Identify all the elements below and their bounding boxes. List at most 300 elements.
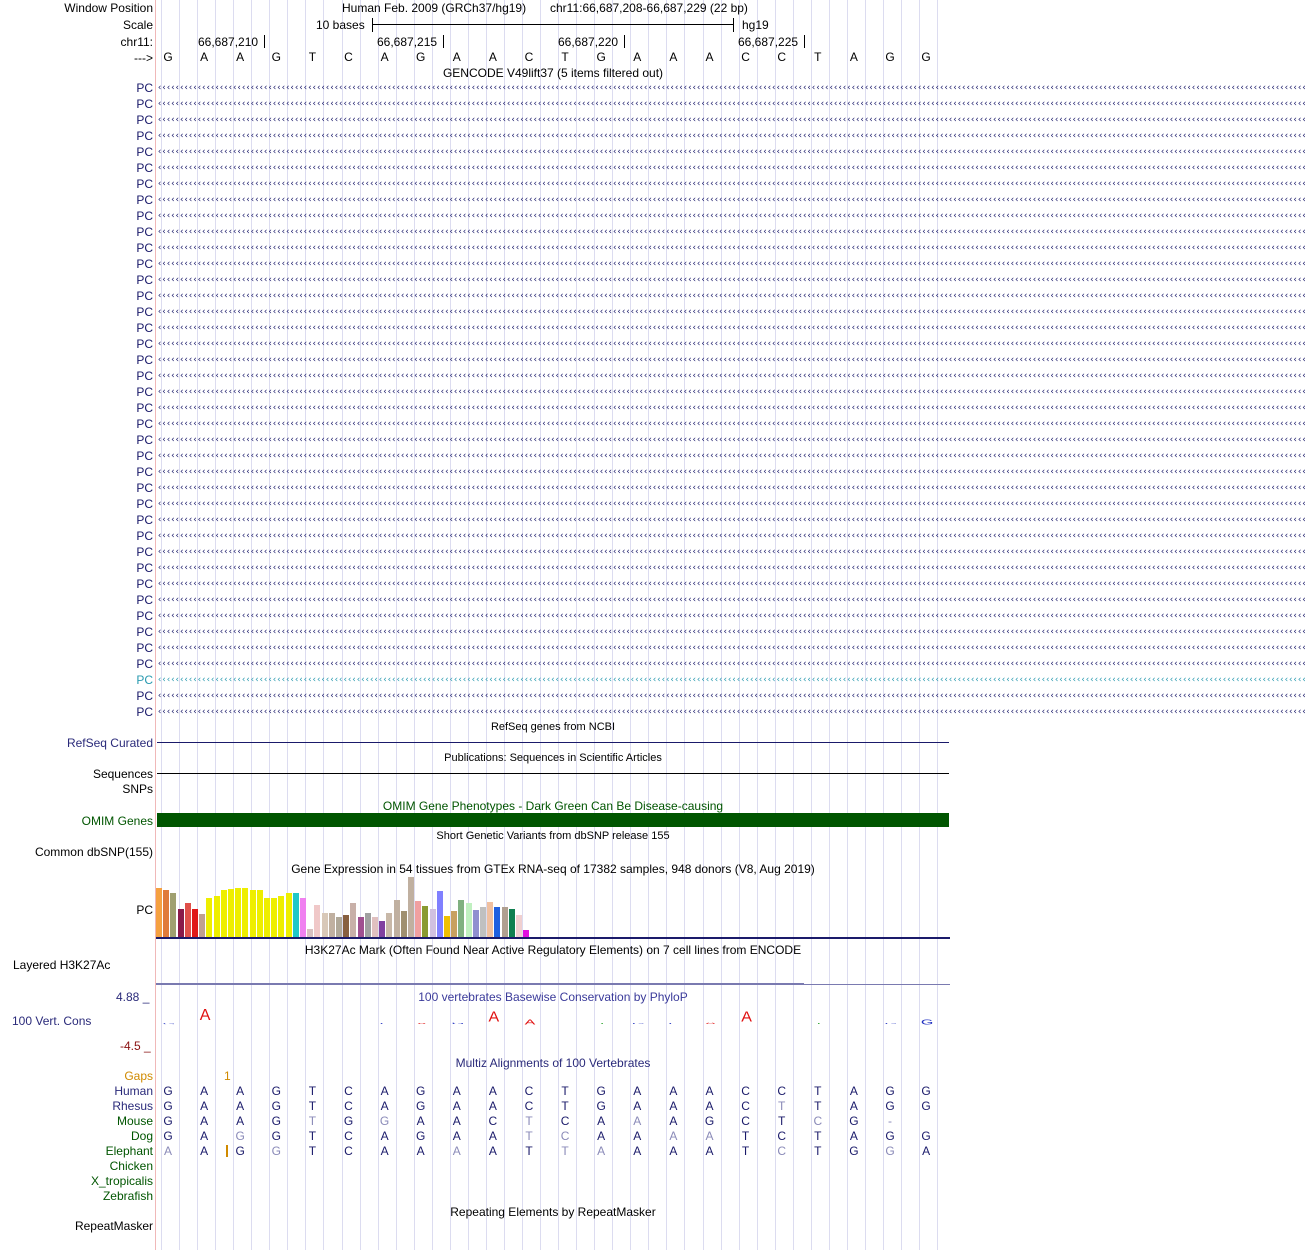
gtex-tissue-bar[interactable] (372, 917, 378, 938)
h3k27ac-signal-tail[interactable] (804, 984, 950, 985)
omim-track-title: OMIM Gene Phenotypes - Dark Green Can Be Disease-causing (382, 799, 724, 813)
gtex-tissue-bar[interactable] (444, 916, 450, 938)
gencode-item-label[interactable]: PC (136, 209, 153, 223)
aligned-base: C (344, 1129, 353, 1143)
gencode-transcript[interactable]: ‹‹‹‹‹‹‹‹‹‹‹‹‹‹‹‹‹‹‹‹‹‹‹‹‹‹‹‹‹‹‹‹‹‹‹‹‹‹‹‹‹‹‹‹‹‹‹‹‹‹‹‹‹‹‹‹‹‹‹‹‹‹‹‹‹‹‹‹‹‹‹‹‹‹‹‹‹‹‹‹‹‹‹‹‹‹‹‹‹‹‹‹‹‹‹‹‹‹‹‹‹‹‹‹‹‹‹‹‹‹‹‹‹‹‹‹‹‹‹‹‹‹‹‹‹‹‹‹‹‹‹‹‹‹‹‹‹‹‹‹‹‹‹‹‹‹‹‹‹‹‹‹‹‹‹‹‹‹‹‹‹‹‹‹‹‹‹‹‹‹‹‹‹‹‹‹‹‹‹‹‹‹‹‹‹‹‹‹‹‹‹‹‹‹‹‹‹‹‹‹‹‹‹‹‹‹‹‹‹‹‹‹‹‹‹‹‹‹‹‹‹‹‹‹‹‹‹‹‹‹‹‹‹‹‹‹‹‹‹‹‹‹‹‹‹‹‹‹‹‹‹‹‹‹‹‹‹‹‹‹ (157, 291, 1306, 301)
base-letter: A (236, 50, 245, 64)
aligned-base: A (200, 1114, 209, 1128)
gencode-transcript[interactable]: ‹‹‹‹‹‹‹‹‹‹‹‹‹‹‹‹‹‹‹‹‹‹‹‹‹‹‹‹‹‹‹‹‹‹‹‹‹‹‹‹‹‹‹‹‹‹‹‹‹‹‹‹‹‹‹‹‹‹‹‹‹‹‹‹‹‹‹‹‹‹‹‹‹‹‹‹‹‹‹‹‹‹‹‹‹‹‹‹‹‹‹‹‹‹‹‹‹‹‹‹‹‹‹‹‹‹‹‹‹‹‹‹‹‹‹‹‹‹‹‹‹‹‹‹‹‹‹‹‹‹‹‹‹‹‹‹‹‹‹‹‹‹‹‹‹‹‹‹‹‹‹‹‹‹‹‹‹‹‹‹‹‹‹‹‹‹‹‹‹‹‹‹‹‹‹‹‹‹‹‹‹‹‹‹‹‹‹‹‹‹‹‹‹‹‹‹‹‹‹‹‹‹‹‹‹‹‹‹‹‹‹‹‹‹‹‹‹‹‹‹‹‹‹‹‹‹‹‹‹‹‹‹‹‹‹‹‹‹‹‹‹‹‹‹‹‹‹‹‹‹‹‹‹‹‹‹‹‹‹‹ (157, 339, 1306, 349)
gencode-item-label[interactable]: PC (136, 81, 153, 95)
aligned-base: A (200, 1129, 209, 1143)
aligned-base: G (885, 1099, 895, 1113)
phylop-base-glyph (407, 1023, 437, 1024)
gtex-tissue-bar[interactable] (350, 903, 356, 938)
aligned-base: A (669, 1114, 678, 1128)
aligned-base: C (741, 1099, 750, 1113)
gtex-tissue-bar[interactable] (473, 910, 479, 938)
species-label[interactable]: Elephant (105, 1144, 153, 1158)
gtex-tissue-bar[interactable] (430, 909, 436, 938)
gencode-transcript[interactable]: ‹‹‹‹‹‹‹‹‹‹‹‹‹‹‹‹‹‹‹‹‹‹‹‹‹‹‹‹‹‹‹‹‹‹‹‹‹‹‹‹‹‹‹‹‹‹‹‹‹‹‹‹‹‹‹‹‹‹‹‹‹‹‹‹‹‹‹‹‹‹‹‹‹‹‹‹‹‹‹‹‹‹‹‹‹‹‹‹‹‹‹‹‹‹‹‹‹‹‹‹‹‹‹‹‹‹‹‹‹‹‹‹‹‹‹‹‹‹‹‹‹‹‹‹‹‹‹‹‹‹‹‹‹‹‹‹‹‹‹‹‹‹‹‹‹‹‹‹‹‹‹‹‹‹‹‹‹‹‹‹‹‹‹‹‹‹‹‹‹‹‹‹‹‹‹‹‹‹‹‹‹‹‹‹‹‹‹‹‹‹‹‹‹‹‹‹‹‹‹‹‹‹‹‹‹‹‹‹‹‹‹‹‹‹‹‹‹‹‹‹‹‹‹‹‹‹‹‹‹‹‹‹‹‹‹‹‹‹‹‹‹‹‹‹‹‹‹‹‹‹‹‹‹‹‹‹‹‹‹‹ (157, 115, 1306, 125)
scale-label: Scale (122, 18, 153, 32)
coordinate-tick (443, 35, 444, 48)
h3k27ac-signal[interactable] (156, 983, 804, 985)
gtex-tissue-bar[interactable] (178, 909, 184, 938)
gencode-transcript[interactable]: ‹‹‹‹‹‹‹‹‹‹‹‹‹‹‹‹‹‹‹‹‹‹‹‹‹‹‹‹‹‹‹‹‹‹‹‹‹‹‹‹‹‹‹‹‹‹‹‹‹‹‹‹‹‹‹‹‹‹‹‹‹‹‹‹‹‹‹‹‹‹‹‹‹‹‹‹‹‹‹‹‹‹‹‹‹‹‹‹‹‹‹‹‹‹‹‹‹‹‹‹‹‹‹‹‹‹‹‹‹‹‹‹‹‹‹‹‹‹‹‹‹‹‹‹‹‹‹‹‹‹‹‹‹‹‹‹‹‹‹‹‹‹‹‹‹‹‹‹‹‹‹‹‹‹‹‹‹‹‹‹‹‹‹‹‹‹‹‹‹‹‹‹‹‹‹‹‹‹‹‹‹‹‹‹‹‹‹‹‹‹‹‹‹‹‹‹‹‹‹‹‹‹‹‹‹‹‹‹‹‹‹‹‹‹‹‹‹‹‹‹‹‹‹‹‹‹‹‹‹‹‹‹‹‹‹‹‹‹‹‹‹‹‹‹‹‹‹‹‹‹‹‹‹‹‹‹‹‹‹‹ (157, 467, 1306, 477)
phylop-base-glyph (876, 1023, 906, 1024)
gencode-item-label[interactable]: PC (136, 705, 153, 719)
phylop-base-glyph (587, 1023, 617, 1024)
gencode-transcript[interactable]: ‹‹‹‹‹‹‹‹‹‹‹‹‹‹‹‹‹‹‹‹‹‹‹‹‹‹‹‹‹‹‹‹‹‹‹‹‹‹‹‹‹‹‹‹‹‹‹‹‹‹‹‹‹‹‹‹‹‹‹‹‹‹‹‹‹‹‹‹‹‹‹‹‹‹‹‹‹‹‹‹‹‹‹‹‹‹‹‹‹‹‹‹‹‹‹‹‹‹‹‹‹‹‹‹‹‹‹‹‹‹‹‹‹‹‹‹‹‹‹‹‹‹‹‹‹‹‹‹‹‹‹‹‹‹‹‹‹‹‹‹‹‹‹‹‹‹‹‹‹‹‹‹‹‹‹‹‹‹‹‹‹‹‹‹‹‹‹‹‹‹‹‹‹‹‹‹‹‹‹‹‹‹‹‹‹‹‹‹‹‹‹‹‹‹‹‹‹‹‹‹‹‹‹‹‹‹‹‹‹‹‹‹‹‹‹‹‹‹‹‹‹‹‹‹‹‹‹‹‹‹‹‹‹‹‹‹‹‹‹‹‹‹‹‹‹‹‹‹‹‹‹‹‹‹‹‹‹‹‹‹ (157, 675, 1306, 685)
gencode-transcript[interactable]: ‹‹‹‹‹‹‹‹‹‹‹‹‹‹‹‹‹‹‹‹‹‹‹‹‹‹‹‹‹‹‹‹‹‹‹‹‹‹‹‹‹‹‹‹‹‹‹‹‹‹‹‹‹‹‹‹‹‹‹‹‹‹‹‹‹‹‹‹‹‹‹‹‹‹‹‹‹‹‹‹‹‹‹‹‹‹‹‹‹‹‹‹‹‹‹‹‹‹‹‹‹‹‹‹‹‹‹‹‹‹‹‹‹‹‹‹‹‹‹‹‹‹‹‹‹‹‹‹‹‹‹‹‹‹‹‹‹‹‹‹‹‹‹‹‹‹‹‹‹‹‹‹‹‹‹‹‹‹‹‹‹‹‹‹‹‹‹‹‹‹‹‹‹‹‹‹‹‹‹‹‹‹‹‹‹‹‹‹‹‹‹‹‹‹‹‹‹‹‹‹‹‹‹‹‹‹‹‹‹‹‹‹‹‹‹‹‹‹‹‹‹‹‹‹‹‹‹‹‹‹‹‹‹‹‹‹‹‹‹‹‹‹‹‹‹‹‹‹‹‹‹‹‹‹‹‹‹‹‹‹ (157, 547, 1306, 557)
gencode-item-label[interactable]: PC (136, 321, 153, 335)
gencode-item-label[interactable]: PC (136, 177, 153, 191)
base-letter: C (344, 50, 353, 64)
aligned-base: A (849, 1084, 858, 1098)
base-letter: G (596, 50, 606, 64)
species-label[interactable]: Zebrafish (102, 1189, 153, 1203)
gaps-label[interactable]: Gaps (124, 1069, 153, 1083)
aligned-base: A (633, 1144, 642, 1158)
aligned-base: A (669, 1129, 678, 1143)
aligned-base: T (561, 1084, 569, 1098)
gencode-transcript[interactable]: ‹‹‹‹‹‹‹‹‹‹‹‹‹‹‹‹‹‹‹‹‹‹‹‹‹‹‹‹‹‹‹‹‹‹‹‹‹‹‹‹‹‹‹‹‹‹‹‹‹‹‹‹‹‹‹‹‹‹‹‹‹‹‹‹‹‹‹‹‹‹‹‹‹‹‹‹‹‹‹‹‹‹‹‹‹‹‹‹‹‹‹‹‹‹‹‹‹‹‹‹‹‹‹‹‹‹‹‹‹‹‹‹‹‹‹‹‹‹‹‹‹‹‹‹‹‹‹‹‹‹‹‹‹‹‹‹‹‹‹‹‹‹‹‹‹‹‹‹‹‹‹‹‹‹‹‹‹‹‹‹‹‹‹‹‹‹‹‹‹‹‹‹‹‹‹‹‹‹‹‹‹‹‹‹‹‹‹‹‹‹‹‹‹‹‹‹‹‹‹‹‹‹‹‹‹‹‹‹‹‹‹‹‹‹‹‹‹‹‹‹‹‹‹‹‹‹‹‹‹‹‹‹‹‹‹‹‹‹‹‹‹‹‹‹‹‹‹‹‹‹‹‹‹‹‹‹‹‹‹‹ (157, 243, 1306, 253)
aligned-base: T (814, 1099, 822, 1113)
aligned-base: A (236, 1099, 245, 1113)
gtex-tissue-bar[interactable] (379, 921, 385, 938)
gencode-transcript[interactable]: ‹‹‹‹‹‹‹‹‹‹‹‹‹‹‹‹‹‹‹‹‹‹‹‹‹‹‹‹‹‹‹‹‹‹‹‹‹‹‹‹‹‹‹‹‹‹‹‹‹‹‹‹‹‹‹‹‹‹‹‹‹‹‹‹‹‹‹‹‹‹‹‹‹‹‹‹‹‹‹‹‹‹‹‹‹‹‹‹‹‹‹‹‹‹‹‹‹‹‹‹‹‹‹‹‹‹‹‹‹‹‹‹‹‹‹‹‹‹‹‹‹‹‹‹‹‹‹‹‹‹‹‹‹‹‹‹‹‹‹‹‹‹‹‹‹‹‹‹‹‹‹‹‹‹‹‹‹‹‹‹‹‹‹‹‹‹‹‹‹‹‹‹‹‹‹‹‹‹‹‹‹‹‹‹‹‹‹‹‹‹‹‹‹‹‹‹‹‹‹‹‹‹‹‹‹‹‹‹‹‹‹‹‹‹‹‹‹‹‹‹‹‹‹‹‹‹‹‹‹‹‹‹‹‹‹‹‹‹‹‹‹‹‹‹‹‹‹‹‹‹‹‹‹‹‹‹‹‹‹‹ (157, 515, 1306, 525)
aligned-base: C (488, 1114, 498, 1128)
gencode-transcript[interactable]: ‹‹‹‹‹‹‹‹‹‹‹‹‹‹‹‹‹‹‹‹‹‹‹‹‹‹‹‹‹‹‹‹‹‹‹‹‹‹‹‹‹‹‹‹‹‹‹‹‹‹‹‹‹‹‹‹‹‹‹‹‹‹‹‹‹‹‹‹‹‹‹‹‹‹‹‹‹‹‹‹‹‹‹‹‹‹‹‹‹‹‹‹‹‹‹‹‹‹‹‹‹‹‹‹‹‹‹‹‹‹‹‹‹‹‹‹‹‹‹‹‹‹‹‹‹‹‹‹‹‹‹‹‹‹‹‹‹‹‹‹‹‹‹‹‹‹‹‹‹‹‹‹‹‹‹‹‹‹‹‹‹‹‹‹‹‹‹‹‹‹‹‹‹‹‹‹‹‹‹‹‹‹‹‹‹‹‹‹‹‹‹‹‹‹‹‹‹‹‹‹‹‹‹‹‹‹‹‹‹‹‹‹‹‹‹‹‹‹‹‹‹‹‹‹‹‹‹‹‹‹‹‹‹‹‹‹‹‹‹‹‹‹‹‹‹‹‹‹‹‹‹‹‹‹‹‹‹‹‹‹ (157, 707, 1306, 717)
species-label[interactable]: Dog (130, 1129, 153, 1143)
gencode-transcript[interactable]: ‹‹‹‹‹‹‹‹‹‹‹‹‹‹‹‹‹‹‹‹‹‹‹‹‹‹‹‹‹‹‹‹‹‹‹‹‹‹‹‹‹‹‹‹‹‹‹‹‹‹‹‹‹‹‹‹‹‹‹‹‹‹‹‹‹‹‹‹‹‹‹‹‹‹‹‹‹‹‹‹‹‹‹‹‹‹‹‹‹‹‹‹‹‹‹‹‹‹‹‹‹‹‹‹‹‹‹‹‹‹‹‹‹‹‹‹‹‹‹‹‹‹‹‹‹‹‹‹‹‹‹‹‹‹‹‹‹‹‹‹‹‹‹‹‹‹‹‹‹‹‹‹‹‹‹‹‹‹‹‹‹‹‹‹‹‹‹‹‹‹‹‹‹‹‹‹‹‹‹‹‹‹‹‹‹‹‹‹‹‹‹‹‹‹‹‹‹‹‹‹‹‹‹‹‹‹‹‹‹‹‹‹‹‹‹‹‹‹‹‹‹‹‹‹‹‹‹‹‹‹‹‹‹‹‹‹‹‹‹‹‹‹‹‹‹‹‹‹‹‹‹‹‹‹‹‹‹‹‹‹ (157, 403, 1306, 413)
aligned-base: C (777, 1084, 787, 1098)
gtex-tissue-bar[interactable] (415, 901, 421, 938)
gencode-transcript[interactable]: ‹‹‹‹‹‹‹‹‹‹‹‹‹‹‹‹‹‹‹‹‹‹‹‹‹‹‹‹‹‹‹‹‹‹‹‹‹‹‹‹‹‹‹‹‹‹‹‹‹‹‹‹‹‹‹‹‹‹‹‹‹‹‹‹‹‹‹‹‹‹‹‹‹‹‹‹‹‹‹‹‹‹‹‹‹‹‹‹‹‹‹‹‹‹‹‹‹‹‹‹‹‹‹‹‹‹‹‹‹‹‹‹‹‹‹‹‹‹‹‹‹‹‹‹‹‹‹‹‹‹‹‹‹‹‹‹‹‹‹‹‹‹‹‹‹‹‹‹‹‹‹‹‹‹‹‹‹‹‹‹‹‹‹‹‹‹‹‹‹‹‹‹‹‹‹‹‹‹‹‹‹‹‹‹‹‹‹‹‹‹‹‹‹‹‹‹‹‹‹‹‹‹‹‹‹‹‹‹‹‹‹‹‹‹‹‹‹‹‹‹‹‹‹‹‹‹‹‹‹‹‹‹‹‹‹‹‹‹‹‹‹‹‹‹‹‹‹‹‹‹‹‹‹‹‹‹‹‹‹‹ (157, 323, 1306, 333)
aligned-base: C (777, 1144, 787, 1158)
aligned-base: G (596, 1084, 606, 1098)
aligned-base: A (705, 1129, 714, 1143)
gtex-tissue-bar[interactable] (250, 890, 256, 938)
gtex-tissue-bar[interactable] (278, 896, 284, 938)
aligned-base: A (597, 1144, 606, 1158)
gencode-transcript[interactable]: ‹‹‹‹‹‹‹‹‹‹‹‹‹‹‹‹‹‹‹‹‹‹‹‹‹‹‹‹‹‹‹‹‹‹‹‹‹‹‹‹‹‹‹‹‹‹‹‹‹‹‹‹‹‹‹‹‹‹‹‹‹‹‹‹‹‹‹‹‹‹‹‹‹‹‹‹‹‹‹‹‹‹‹‹‹‹‹‹‹‹‹‹‹‹‹‹‹‹‹‹‹‹‹‹‹‹‹‹‹‹‹‹‹‹‹‹‹‹‹‹‹‹‹‹‹‹‹‹‹‹‹‹‹‹‹‹‹‹‹‹‹‹‹‹‹‹‹‹‹‹‹‹‹‹‹‹‹‹‹‹‹‹‹‹‹‹‹‹‹‹‹‹‹‹‹‹‹‹‹‹‹‹‹‹‹‹‹‹‹‹‹‹‹‹‹‹‹‹‹‹‹‹‹‹‹‹‹‹‹‹‹‹‹‹‹‹‹‹‹‹‹‹‹‹‹‹‹‹‹‹‹‹‹‹‹‹‹‹‹‹‹‹‹‹‹‹‹‹‹‹‹‹‹‹‹‹‹‹‹‹ (157, 179, 1306, 189)
aligned-base: T (308, 1144, 317, 1158)
refseq-track-title: RefSeq genes from NCBI (490, 721, 616, 733)
gtex-tissue-bar[interactable] (516, 915, 522, 938)
coordinate-tick-label: 66,687,210 (198, 35, 259, 49)
gencode-item-label[interactable]: PC (136, 129, 153, 143)
gencode-transcript[interactable]: ‹‹‹‹‹‹‹‹‹‹‹‹‹‹‹‹‹‹‹‹‹‹‹‹‹‹‹‹‹‹‹‹‹‹‹‹‹‹‹‹‹‹‹‹‹‹‹‹‹‹‹‹‹‹‹‹‹‹‹‹‹‹‹‹‹‹‹‹‹‹‹‹‹‹‹‹‹‹‹‹‹‹‹‹‹‹‹‹‹‹‹‹‹‹‹‹‹‹‹‹‹‹‹‹‹‹‹‹‹‹‹‹‹‹‹‹‹‹‹‹‹‹‹‹‹‹‹‹‹‹‹‹‹‹‹‹‹‹‹‹‹‹‹‹‹‹‹‹‹‹‹‹‹‹‹‹‹‹‹‹‹‹‹‹‹‹‹‹‹‹‹‹‹‹‹‹‹‹‹‹‹‹‹‹‹‹‹‹‹‹‹‹‹‹‹‹‹‹‹‹‹‹‹‹‹‹‹‹‹‹‹‹‹‹‹‹‹‹‹‹‹‹‹‹‹‹‹‹‹‹‹‹‹‹‹‹‹‹‹‹‹‹‹‹‹‹‹‹‹‹‹‹‹‹‹‹‹‹‹‹ (157, 563, 1306, 573)
base-letter: A (633, 50, 642, 64)
h3k27ac-label[interactable]: Layered H3K27Ac (13, 958, 111, 972)
base-letter: A (849, 50, 858, 64)
window-position-label: Window Position (64, 1, 153, 15)
aligned-base: T (778, 1114, 786, 1128)
gtex-tissue-bar[interactable] (343, 915, 349, 938)
aligned-base: A (488, 1129, 497, 1143)
gencode-item-label[interactable]: PC (136, 529, 153, 543)
aligned-base: A (633, 1114, 642, 1128)
aligned-base: T (741, 1129, 750, 1143)
aligned-base: G (885, 1084, 895, 1098)
gencode-item-label[interactable]: PC (136, 689, 153, 703)
aligned-base: A (380, 1084, 389, 1098)
gencode-item-label[interactable]: PC (136, 369, 153, 383)
aligned-base: - (888, 1114, 892, 1128)
base-letter: T (308, 50, 317, 64)
gencode-item-label[interactable]: PC (136, 593, 153, 607)
coordinate-tick (624, 35, 625, 48)
gencode-item-label[interactable]: PC (136, 497, 153, 511)
aligned-base: A (380, 1144, 389, 1158)
aligned-base: T (778, 1099, 786, 1113)
aligned-base: A (488, 1144, 497, 1158)
aligned-base: A (416, 1144, 425, 1158)
aligned-base: G (271, 1129, 281, 1143)
gencode-item-label[interactable]: PC (136, 561, 153, 575)
omim-bar[interactable] (157, 813, 949, 827)
gencode-transcript[interactable]: ‹‹‹‹‹‹‹‹‹‹‹‹‹‹‹‹‹‹‹‹‹‹‹‹‹‹‹‹‹‹‹‹‹‹‹‹‹‹‹‹‹‹‹‹‹‹‹‹‹‹‹‹‹‹‹‹‹‹‹‹‹‹‹‹‹‹‹‹‹‹‹‹‹‹‹‹‹‹‹‹‹‹‹‹‹‹‹‹‹‹‹‹‹‹‹‹‹‹‹‹‹‹‹‹‹‹‹‹‹‹‹‹‹‹‹‹‹‹‹‹‹‹‹‹‹‹‹‹‹‹‹‹‹‹‹‹‹‹‹‹‹‹‹‹‹‹‹‹‹‹‹‹‹‹‹‹‹‹‹‹‹‹‹‹‹‹‹‹‹‹‹‹‹‹‹‹‹‹‹‹‹‹‹‹‹‹‹‹‹‹‹‹‹‹‹‹‹‹‹‹‹‹‹‹‹‹‹‹‹‹‹‹‹‹‹‹‹‹‹‹‹‹‹‹‹‹‹‹‹‹‹‹‹‹‹‹‹‹‹‹‹‹‹‹‹‹‹‹‹‹‹‹‹‹‹‹‹‹‹‹ (157, 259, 1306, 269)
base-letter: A (200, 50, 209, 64)
aligned-base: A (452, 1144, 461, 1158)
gencode-transcript[interactable]: ‹‹‹‹‹‹‹‹‹‹‹‹‹‹‹‹‹‹‹‹‹‹‹‹‹‹‹‹‹‹‹‹‹‹‹‹‹‹‹‹‹‹‹‹‹‹‹‹‹‹‹‹‹‹‹‹‹‹‹‹‹‹‹‹‹‹‹‹‹‹‹‹‹‹‹‹‹‹‹‹‹‹‹‹‹‹‹‹‹‹‹‹‹‹‹‹‹‹‹‹‹‹‹‹‹‹‹‹‹‹‹‹‹‹‹‹‹‹‹‹‹‹‹‹‹‹‹‹‹‹‹‹‹‹‹‹‹‹‹‹‹‹‹‹‹‹‹‹‹‹‹‹‹‹‹‹‹‹‹‹‹‹‹‹‹‹‹‹‹‹‹‹‹‹‹‹‹‹‹‹‹‹‹‹‹‹‹‹‹‹‹‹‹‹‹‹‹‹‹‹‹‹‹‹‹‹‹‹‹‹‹‹‹‹‹‹‹‹‹‹‹‹‹‹‹‹‹‹‹‹‹‹‹‹‹‹‹‹‹‹‹‹‹‹‹‹‹‹‹‹‹‹‹‹‹‹‹‹‹‹ (157, 195, 1306, 205)
omim-label[interactable]: OMIM Genes (81, 814, 153, 828)
aligned-base: A (633, 1084, 642, 1098)
gencode-item-label[interactable]: PC (136, 289, 153, 303)
gencode-transcript[interactable]: ‹‹‹‹‹‹‹‹‹‹‹‹‹‹‹‹‹‹‹‹‹‹‹‹‹‹‹‹‹‹‹‹‹‹‹‹‹‹‹‹‹‹‹‹‹‹‹‹‹‹‹‹‹‹‹‹‹‹‹‹‹‹‹‹‹‹‹‹‹‹‹‹‹‹‹‹‹‹‹‹‹‹‹‹‹‹‹‹‹‹‹‹‹‹‹‹‹‹‹‹‹‹‹‹‹‹‹‹‹‹‹‹‹‹‹‹‹‹‹‹‹‹‹‹‹‹‹‹‹‹‹‹‹‹‹‹‹‹‹‹‹‹‹‹‹‹‹‹‹‹‹‹‹‹‹‹‹‹‹‹‹‹‹‹‹‹‹‹‹‹‹‹‹‹‹‹‹‹‹‹‹‹‹‹‹‹‹‹‹‹‹‹‹‹‹‹‹‹‹‹‹‹‹‹‹‹‹‹‹‹‹‹‹‹‹‹‹‹‹‹‹‹‹‹‹‹‹‹‹‹‹‹‹‹‹‹‹‹‹‹‹‹‹‹‹‹‹‹‹‹‹‹‹‹‹‹‹‹‹‹ (157, 643, 1306, 653)
phylop-base-glyph (623, 1023, 653, 1024)
dbsnp-label[interactable]: Common dbSNP(155) (34, 845, 153, 859)
snps-label[interactable]: SNPs (122, 782, 153, 796)
publications-track-title: Publications: Sequences in Scientific Articles (444, 752, 662, 764)
cons-max-label: 4.88 _ (116, 990, 150, 1004)
aligned-base: T (308, 1129, 317, 1143)
gencode-transcript[interactable]: ‹‹‹‹‹‹‹‹‹‹‹‹‹‹‹‹‹‹‹‹‹‹‹‹‹‹‹‹‹‹‹‹‹‹‹‹‹‹‹‹‹‹‹‹‹‹‹‹‹‹‹‹‹‹‹‹‹‹‹‹‹‹‹‹‹‹‹‹‹‹‹‹‹‹‹‹‹‹‹‹‹‹‹‹‹‹‹‹‹‹‹‹‹‹‹‹‹‹‹‹‹‹‹‹‹‹‹‹‹‹‹‹‹‹‹‹‹‹‹‹‹‹‹‹‹‹‹‹‹‹‹‹‹‹‹‹‹‹‹‹‹‹‹‹‹‹‹‹‹‹‹‹‹‹‹‹‹‹‹‹‹‹‹‹‹‹‹‹‹‹‹‹‹‹‹‹‹‹‹‹‹‹‹‹‹‹‹‹‹‹‹‹‹‹‹‹‹‹‹‹‹‹‹‹‹‹‹‹‹‹‹‹‹‹‹‹‹‹‹‹‹‹‹‹‹‹‹‹‹‹‹‹‹‹‹‹‹‹‹‹‹‹‹‹‹‹‹‹‹‹‹‹‹‹‹‹‹‹‹‹ (157, 483, 1306, 493)
species-label[interactable]: Rhesus (112, 1099, 153, 1113)
gencode-item-label[interactable]: PC (136, 417, 153, 431)
base-letter: C (777, 50, 787, 64)
gencode-transcript[interactable]: ‹‹‹‹‹‹‹‹‹‹‹‹‹‹‹‹‹‹‹‹‹‹‹‹‹‹‹‹‹‹‹‹‹‹‹‹‹‹‹‹‹‹‹‹‹‹‹‹‹‹‹‹‹‹‹‹‹‹‹‹‹‹‹‹‹‹‹‹‹‹‹‹‹‹‹‹‹‹‹‹‹‹‹‹‹‹‹‹‹‹‹‹‹‹‹‹‹‹‹‹‹‹‹‹‹‹‹‹‹‹‹‹‹‹‹‹‹‹‹‹‹‹‹‹‹‹‹‹‹‹‹‹‹‹‹‹‹‹‹‹‹‹‹‹‹‹‹‹‹‹‹‹‹‹‹‹‹‹‹‹‹‹‹‹‹‹‹‹‹‹‹‹‹‹‹‹‹‹‹‹‹‹‹‹‹‹‹‹‹‹‹‹‹‹‹‹‹‹‹‹‹‹‹‹‹‹‹‹‹‹‹‹‹‹‹‹‹‹‹‹‹‹‹‹‹‹‹‹‹‹‹‹‹‹‹‹‹‹‹‹‹‹‹‹‹‹‹‹‹‹‹‹‹‹‹‹‹‹‹‹ (157, 227, 1306, 237)
base-letter: G (921, 50, 931, 64)
aligned-base: A (597, 1114, 606, 1128)
gtex-tissue-bar[interactable] (365, 913, 371, 938)
gencode-transcript[interactable]: ‹‹‹‹‹‹‹‹‹‹‹‹‹‹‹‹‹‹‹‹‹‹‹‹‹‹‹‹‹‹‹‹‹‹‹‹‹‹‹‹‹‹‹‹‹‹‹‹‹‹‹‹‹‹‹‹‹‹‹‹‹‹‹‹‹‹‹‹‹‹‹‹‹‹‹‹‹‹‹‹‹‹‹‹‹‹‹‹‹‹‹‹‹‹‹‹‹‹‹‹‹‹‹‹‹‹‹‹‹‹‹‹‹‹‹‹‹‹‹‹‹‹‹‹‹‹‹‹‹‹‹‹‹‹‹‹‹‹‹‹‹‹‹‹‹‹‹‹‹‹‹‹‹‹‹‹‹‹‹‹‹‹‹‹‹‹‹‹‹‹‹‹‹‹‹‹‹‹‹‹‹‹‹‹‹‹‹‹‹‹‹‹‹‹‹‹‹‹‹‹‹‹‹‹‹‹‹‹‹‹‹‹‹‹‹‹‹‹‹‹‹‹‹‹‹‹‹‹‹‹‹‹‹‹‹‹‹‹‹‹‹‹‹‹‹‹‹‹‹‹‹‹‹‹‹‹‹‹‹‹ (157, 499, 1306, 509)
gtex-tissue-bar[interactable] (458, 900, 464, 938)
gencode-transcript[interactable]: ‹‹‹‹‹‹‹‹‹‹‹‹‹‹‹‹‹‹‹‹‹‹‹‹‹‹‹‹‹‹‹‹‹‹‹‹‹‹‹‹‹‹‹‹‹‹‹‹‹‹‹‹‹‹‹‹‹‹‹‹‹‹‹‹‹‹‹‹‹‹‹‹‹‹‹‹‹‹‹‹‹‹‹‹‹‹‹‹‹‹‹‹‹‹‹‹‹‹‹‹‹‹‹‹‹‹‹‹‹‹‹‹‹‹‹‹‹‹‹‹‹‹‹‹‹‹‹‹‹‹‹‹‹‹‹‹‹‹‹‹‹‹‹‹‹‹‹‹‹‹‹‹‹‹‹‹‹‹‹‹‹‹‹‹‹‹‹‹‹‹‹‹‹‹‹‹‹‹‹‹‹‹‹‹‹‹‹‹‹‹‹‹‹‹‹‹‹‹‹‹‹‹‹‹‹‹‹‹‹‹‹‹‹‹‹‹‹‹‹‹‹‹‹‹‹‹‹‹‹‹‹‹‹‹‹‹‹‹‹‹‹‹‹‹‹‹‹‹‹‹‹‹‹‹‹‹‹‹‹‹ (157, 531, 1306, 541)
aligned-base: G (596, 1099, 606, 1113)
gtex-tissue-bar[interactable] (336, 917, 342, 938)
gtex-tissue-bar[interactable] (451, 911, 457, 938)
coordinate-tick (264, 35, 265, 48)
h3k27ac-track-title: H3K27Ac Mark (Often Found Near Active Regulatory Elements) on 7 cell lines from ENCODE (304, 943, 802, 957)
gencode-transcript[interactable]: ‹‹‹‹‹‹‹‹‹‹‹‹‹‹‹‹‹‹‹‹‹‹‹‹‹‹‹‹‹‹‹‹‹‹‹‹‹‹‹‹‹‹‹‹‹‹‹‹‹‹‹‹‹‹‹‹‹‹‹‹‹‹‹‹‹‹‹‹‹‹‹‹‹‹‹‹‹‹‹‹‹‹‹‹‹‹‹‹‹‹‹‹‹‹‹‹‹‹‹‹‹‹‹‹‹‹‹‹‹‹‹‹‹‹‹‹‹‹‹‹‹‹‹‹‹‹‹‹‹‹‹‹‹‹‹‹‹‹‹‹‹‹‹‹‹‹‹‹‹‹‹‹‹‹‹‹‹‹‹‹‹‹‹‹‹‹‹‹‹‹‹‹‹‹‹‹‹‹‹‹‹‹‹‹‹‹‹‹‹‹‹‹‹‹‹‹‹‹‹‹‹‹‹‹‹‹‹‹‹‹‹‹‹‹‹‹‹‹‹‹‹‹‹‹‹‹‹‹‹‹‹‹‹‹‹‹‹‹‹‹‹‹‹‹‹‹‹‹‹‹‹‹‹‹‹‹‹‹‹‹ (157, 275, 1306, 285)
gtex-tissue-bar[interactable] (509, 909, 515, 938)
cons-min-label: -4.5 _ (120, 1039, 151, 1053)
gencode-item-label[interactable]: PC (136, 305, 153, 319)
gencode-track-title: GENCODE V49lift37 (5 items filtered out) (442, 66, 664, 80)
aligned-base: G (849, 1144, 859, 1158)
aligned-base: A (452, 1099, 461, 1113)
gtex-tissue-bar[interactable] (502, 907, 508, 938)
gtex-tissue-bar[interactable] (466, 903, 472, 938)
gencode-transcript[interactable]: ‹‹‹‹‹‹‹‹‹‹‹‹‹‹‹‹‹‹‹‹‹‹‹‹‹‹‹‹‹‹‹‹‹‹‹‹‹‹‹‹‹‹‹‹‹‹‹‹‹‹‹‹‹‹‹‹‹‹‹‹‹‹‹‹‹‹‹‹‹‹‹‹‹‹‹‹‹‹‹‹‹‹‹‹‹‹‹‹‹‹‹‹‹‹‹‹‹‹‹‹‹‹‹‹‹‹‹‹‹‹‹‹‹‹‹‹‹‹‹‹‹‹‹‹‹‹‹‹‹‹‹‹‹‹‹‹‹‹‹‹‹‹‹‹‹‹‹‹‹‹‹‹‹‹‹‹‹‹‹‹‹‹‹‹‹‹‹‹‹‹‹‹‹‹‹‹‹‹‹‹‹‹‹‹‹‹‹‹‹‹‹‹‹‹‹‹‹‹‹‹‹‹‹‹‹‹‹‹‹‹‹‹‹‹‹‹‹‹‹‹‹‹‹‹‹‹‹‹‹‹‹‹‹‹‹‹‹‹‹‹‹‹‹‹‹‹‹‹‹‹‹‹‹‹‹‹‹‹‹‹ (157, 627, 1306, 637)
aligned-base: G (416, 1084, 426, 1098)
phylop-base-glyph (696, 1023, 726, 1024)
aligned-base: G (704, 1114, 715, 1128)
aligned-base: A (633, 1099, 642, 1113)
aligned-base: G (235, 1129, 245, 1143)
base-letter: T (561, 50, 569, 64)
aligned-base: C (524, 1084, 534, 1098)
base-letter: G (163, 50, 173, 64)
gtex-tissue-bar[interactable] (487, 902, 493, 938)
gtex-tissue-bar[interactable] (170, 893, 176, 938)
gencode-transcript[interactable]: ‹‹‹‹‹‹‹‹‹‹‹‹‹‹‹‹‹‹‹‹‹‹‹‹‹‹‹‹‹‹‹‹‹‹‹‹‹‹‹‹‹‹‹‹‹‹‹‹‹‹‹‹‹‹‹‹‹‹‹‹‹‹‹‹‹‹‹‹‹‹‹‹‹‹‹‹‹‹‹‹‹‹‹‹‹‹‹‹‹‹‹‹‹‹‹‹‹‹‹‹‹‹‹‹‹‹‹‹‹‹‹‹‹‹‹‹‹‹‹‹‹‹‹‹‹‹‹‹‹‹‹‹‹‹‹‹‹‹‹‹‹‹‹‹‹‹‹‹‹‹‹‹‹‹‹‹‹‹‹‹‹‹‹‹‹‹‹‹‹‹‹‹‹‹‹‹‹‹‹‹‹‹‹‹‹‹‹‹‹‹‹‹‹‹‹‹‹‹‹‹‹‹‹‹‹‹‹‹‹‹‹‹‹‹‹‹‹‹‹‹‹‹‹‹‹‹‹‹‹‹‹‹‹‹‹‹‹‹‹‹‹‹‹‹‹‹‹‹‹‹‹‹‹‹‹‹‹‹‹‹ (157, 691, 1306, 701)
aligned-base: G (163, 1099, 173, 1113)
gencode-item-label[interactable]: PC (136, 465, 153, 479)
phylop-base-glyph: A (741, 1009, 752, 1025)
gtex-tissue-bar[interactable] (329, 913, 335, 938)
gencode-transcript[interactable]: ‹‹‹‹‹‹‹‹‹‹‹‹‹‹‹‹‹‹‹‹‹‹‹‹‹‹‹‹‹‹‹‹‹‹‹‹‹‹‹‹‹‹‹‹‹‹‹‹‹‹‹‹‹‹‹‹‹‹‹‹‹‹‹‹‹‹‹‹‹‹‹‹‹‹‹‹‹‹‹‹‹‹‹‹‹‹‹‹‹‹‹‹‹‹‹‹‹‹‹‹‹‹‹‹‹‹‹‹‹‹‹‹‹‹‹‹‹‹‹‹‹‹‹‹‹‹‹‹‹‹‹‹‹‹‹‹‹‹‹‹‹‹‹‹‹‹‹‹‹‹‹‹‹‹‹‹‹‹‹‹‹‹‹‹‹‹‹‹‹‹‹‹‹‹‹‹‹‹‹‹‹‹‹‹‹‹‹‹‹‹‹‹‹‹‹‹‹‹‹‹‹‹‹‹‹‹‹‹‹‹‹‹‹‹‹‹‹‹‹‹‹‹‹‹‹‹‹‹‹‹‹‹‹‹‹‹‹‹‹‹‹‹‹‹‹‹‹‹‹‹‹‹‹‹‹‹‹‹‹‹ (157, 579, 1306, 589)
aligned-base: C (560, 1114, 570, 1128)
gtex-tissue-bar[interactable] (494, 907, 500, 938)
dbsnp-track-title: Short Genetic Variants from dbSNP release 155 (436, 830, 670, 842)
aligned-base: A (452, 1084, 461, 1098)
gtex-tissue-bar[interactable] (300, 898, 306, 938)
gencode-transcript[interactable]: ‹‹‹‹‹‹‹‹‹‹‹‹‹‹‹‹‹‹‹‹‹‹‹‹‹‹‹‹‹‹‹‹‹‹‹‹‹‹‹‹‹‹‹‹‹‹‹‹‹‹‹‹‹‹‹‹‹‹‹‹‹‹‹‹‹‹‹‹‹‹‹‹‹‹‹‹‹‹‹‹‹‹‹‹‹‹‹‹‹‹‹‹‹‹‹‹‹‹‹‹‹‹‹‹‹‹‹‹‹‹‹‹‹‹‹‹‹‹‹‹‹‹‹‹‹‹‹‹‹‹‹‹‹‹‹‹‹‹‹‹‹‹‹‹‹‹‹‹‹‹‹‹‹‹‹‹‹‹‹‹‹‹‹‹‹‹‹‹‹‹‹‹‹‹‹‹‹‹‹‹‹‹‹‹‹‹‹‹‹‹‹‹‹‹‹‹‹‹‹‹‹‹‹‹‹‹‹‹‹‹‹‹‹‹‹‹‹‹‹‹‹‹‹‹‹‹‹‹‹‹‹‹‹‹‹‹‹‹‹‹‹‹‹‹‹‹‹‹‹‹‹‹‹‹‹‹‹‹‹‹ (157, 99, 1306, 109)
aligned-base: A (380, 1129, 389, 1143)
assembly-title: Human Feb. 2009 (GRCh37/hg19) (342, 1, 527, 15)
gencode-item-label[interactable]: PC (136, 225, 153, 239)
species-label[interactable]: Human (114, 1084, 153, 1098)
cons-label[interactable]: 100 Vert. Cons (12, 1014, 92, 1028)
aligned-base: A (452, 1114, 461, 1128)
base-letter: G (416, 50, 426, 64)
gencode-transcript[interactable]: ‹‹‹‹‹‹‹‹‹‹‹‹‹‹‹‹‹‹‹‹‹‹‹‹‹‹‹‹‹‹‹‹‹‹‹‹‹‹‹‹‹‹‹‹‹‹‹‹‹‹‹‹‹‹‹‹‹‹‹‹‹‹‹‹‹‹‹‹‹‹‹‹‹‹‹‹‹‹‹‹‹‹‹‹‹‹‹‹‹‹‹‹‹‹‹‹‹‹‹‹‹‹‹‹‹‹‹‹‹‹‹‹‹‹‹‹‹‹‹‹‹‹‹‹‹‹‹‹‹‹‹‹‹‹‹‹‹‹‹‹‹‹‹‹‹‹‹‹‹‹‹‹‹‹‹‹‹‹‹‹‹‹‹‹‹‹‹‹‹‹‹‹‹‹‹‹‹‹‹‹‹‹‹‹‹‹‹‹‹‹‹‹‹‹‹‹‹‹‹‹‹‹‹‹‹‹‹‹‹‹‹‹‹‹‹‹‹‹‹‹‹‹‹‹‹‹‹‹‹‹‹‹‹‹‹‹‹‹‹‹‹‹‹‹‹‹‹‹‹‹‹‹‹‹‹‹‹‹‹‹ (157, 211, 1306, 221)
gencode-item-label[interactable]: PC (136, 161, 153, 175)
aligned-base: C (741, 1114, 750, 1128)
gencode-transcript[interactable]: ‹‹‹‹‹‹‹‹‹‹‹‹‹‹‹‹‹‹‹‹‹‹‹‹‹‹‹‹‹‹‹‹‹‹‹‹‹‹‹‹‹‹‹‹‹‹‹‹‹‹‹‹‹‹‹‹‹‹‹‹‹‹‹‹‹‹‹‹‹‹‹‹‹‹‹‹‹‹‹‹‹‹‹‹‹‹‹‹‹‹‹‹‹‹‹‹‹‹‹‹‹‹‹‹‹‹‹‹‹‹‹‹‹‹‹‹‹‹‹‹‹‹‹‹‹‹‹‹‹‹‹‹‹‹‹‹‹‹‹‹‹‹‹‹‹‹‹‹‹‹‹‹‹‹‹‹‹‹‹‹‹‹‹‹‹‹‹‹‹‹‹‹‹‹‹‹‹‹‹‹‹‹‹‹‹‹‹‹‹‹‹‹‹‹‹‹‹‹‹‹‹‹‹‹‹‹‹‹‹‹‹‹‹‹‹‹‹‹‹‹‹‹‹‹‹‹‹‹‹‹‹‹‹‹‹‹‹‹‹‹‹‹‹‹‹‹‹‹‹‹‹‹‹‹‹‹‹‹‹‹ (157, 307, 1306, 317)
base-letter: T (814, 50, 822, 64)
gencode-item-label[interactable]: PC (136, 97, 153, 111)
scale-text: 10 bases (316, 18, 365, 32)
multiz-track-title: Multiz Alignments of 100 Vertebrates (455, 1056, 651, 1070)
gencode-item-label[interactable]: PC (136, 401, 153, 415)
gtex-tissue-bar[interactable] (214, 896, 220, 938)
gtex-tissue-bar[interactable] (408, 877, 414, 938)
gencode-transcript[interactable]: ‹‹‹‹‹‹‹‹‹‹‹‹‹‹‹‹‹‹‹‹‹‹‹‹‹‹‹‹‹‹‹‹‹‹‹‹‹‹‹‹‹‹‹‹‹‹‹‹‹‹‹‹‹‹‹‹‹‹‹‹‹‹‹‹‹‹‹‹‹‹‹‹‹‹‹‹‹‹‹‹‹‹‹‹‹‹‹‹‹‹‹‹‹‹‹‹‹‹‹‹‹‹‹‹‹‹‹‹‹‹‹‹‹‹‹‹‹‹‹‹‹‹‹‹‹‹‹‹‹‹‹‹‹‹‹‹‹‹‹‹‹‹‹‹‹‹‹‹‹‹‹‹‹‹‹‹‹‹‹‹‹‹‹‹‹‹‹‹‹‹‹‹‹‹‹‹‹‹‹‹‹‹‹‹‹‹‹‹‹‹‹‹‹‹‹‹‹‹‹‹‹‹‹‹‹‹‹‹‹‹‹‹‹‹‹‹‹‹‹‹‹‹‹‹‹‹‹‹‹‹‹‹‹‹‹‹‹‹‹‹‹‹‹‹‹‹‹‹‹‹‹‹‹‹‹‹‹‹‹‹ (157, 451, 1306, 461)
gencode-transcript[interactable]: ‹‹‹‹‹‹‹‹‹‹‹‹‹‹‹‹‹‹‹‹‹‹‹‹‹‹‹‹‹‹‹‹‹‹‹‹‹‹‹‹‹‹‹‹‹‹‹‹‹‹‹‹‹‹‹‹‹‹‹‹‹‹‹‹‹‹‹‹‹‹‹‹‹‹‹‹‹‹‹‹‹‹‹‹‹‹‹‹‹‹‹‹‹‹‹‹‹‹‹‹‹‹‹‹‹‹‹‹‹‹‹‹‹‹‹‹‹‹‹‹‹‹‹‹‹‹‹‹‹‹‹‹‹‹‹‹‹‹‹‹‹‹‹‹‹‹‹‹‹‹‹‹‹‹‹‹‹‹‹‹‹‹‹‹‹‹‹‹‹‹‹‹‹‹‹‹‹‹‹‹‹‹‹‹‹‹‹‹‹‹‹‹‹‹‹‹‹‹‹‹‹‹‹‹‹‹‹‹‹‹‹‹‹‹‹‹‹‹‹‹‹‹‹‹‹‹‹‹‹‹‹‹‹‹‹‹‹‹‹‹‹‹‹‹‹‹‹‹‹‹‹‹‹‹‹‹‹‹‹‹ (157, 659, 1306, 669)
gtex-tissue-bar[interactable] (394, 900, 400, 938)
gtex-tissue-bar[interactable] (401, 911, 407, 938)
gencode-transcript[interactable]: ‹‹‹‹‹‹‹‹‹‹‹‹‹‹‹‹‹‹‹‹‹‹‹‹‹‹‹‹‹‹‹‹‹‹‹‹‹‹‹‹‹‹‹‹‹‹‹‹‹‹‹‹‹‹‹‹‹‹‹‹‹‹‹‹‹‹‹‹‹‹‹‹‹‹‹‹‹‹‹‹‹‹‹‹‹‹‹‹‹‹‹‹‹‹‹‹‹‹‹‹‹‹‹‹‹‹‹‹‹‹‹‹‹‹‹‹‹‹‹‹‹‹‹‹‹‹‹‹‹‹‹‹‹‹‹‹‹‹‹‹‹‹‹‹‹‹‹‹‹‹‹‹‹‹‹‹‹‹‹‹‹‹‹‹‹‹‹‹‹‹‹‹‹‹‹‹‹‹‹‹‹‹‹‹‹‹‹‹‹‹‹‹‹‹‹‹‹‹‹‹‹‹‹‹‹‹‹‹‹‹‹‹‹‹‹‹‹‹‹‹‹‹‹‹‹‹‹‹‹‹‹‹‹‹‹‹‹‹‹‹‹‹‹‹‹‹‹‹‹‹‹‹‹‹‹‹‹‹‹‹ (157, 419, 1306, 429)
gaps-value: 1 (224, 1069, 231, 1083)
gtex-tissue-bar[interactable] (386, 913, 392, 938)
gencode-item-label[interactable]: PC (136, 449, 153, 463)
base-letter: A (380, 50, 389, 64)
phylop-track-title: 100 vertebrates Basewise Conservation by PhyloP (418, 990, 688, 1004)
scale-bar (372, 18, 734, 32)
gtex-track-title: Gene Expression in 54 tissues from GTEx RNA-seq of 17382 samples, 948 donors (V8, Aug 2019) (291, 862, 815, 876)
gtex-tissue-bar[interactable] (199, 914, 205, 938)
gtex-tissue-bar[interactable] (242, 888, 248, 938)
repeatmasker-label[interactable]: RepeatMasker (74, 1219, 153, 1233)
aligned-base: A (452, 1129, 461, 1143)
gtex-tissue-bar[interactable] (228, 889, 234, 938)
aligned-base: G (849, 1114, 859, 1128)
base-letter: A (488, 50, 497, 64)
gencode-item-label[interactable]: PC (136, 641, 153, 655)
gtex-tissue-bar[interactable] (185, 903, 191, 938)
gtex-tissue-bar[interactable] (286, 893, 292, 938)
coordinate-tick-label: 66,687,225 (738, 35, 799, 49)
aligned-base: G (271, 1114, 281, 1128)
species-label[interactable]: Chicken (109, 1159, 153, 1173)
gtex-tissue-bar[interactable] (422, 906, 428, 938)
aligned-base: T (525, 1129, 533, 1143)
aligned-base: A (236, 1114, 245, 1128)
aligned-base: A (669, 1099, 678, 1113)
gtex-tissue-bar[interactable] (437, 891, 443, 938)
aligned-base: A (849, 1099, 858, 1113)
phylop-base-glyph: G (920, 1018, 934, 1027)
phylop-base-glyph (804, 1023, 834, 1024)
aligned-base: A (416, 1114, 425, 1128)
gencode-transcript[interactable]: ‹‹‹‹‹‹‹‹‹‹‹‹‹‹‹‹‹‹‹‹‹‹‹‹‹‹‹‹‹‹‹‹‹‹‹‹‹‹‹‹‹‹‹‹‹‹‹‹‹‹‹‹‹‹‹‹‹‹‹‹‹‹‹‹‹‹‹‹‹‹‹‹‹‹‹‹‹‹‹‹‹‹‹‹‹‹‹‹‹‹‹‹‹‹‹‹‹‹‹‹‹‹‹‹‹‹‹‹‹‹‹‹‹‹‹‹‹‹‹‹‹‹‹‹‹‹‹‹‹‹‹‹‹‹‹‹‹‹‹‹‹‹‹‹‹‹‹‹‹‹‹‹‹‹‹‹‹‹‹‹‹‹‹‹‹‹‹‹‹‹‹‹‹‹‹‹‹‹‹‹‹‹‹‹‹‹‹‹‹‹‹‹‹‹‹‹‹‹‹‹‹‹‹‹‹‹‹‹‹‹‹‹‹‹‹‹‹‹‹‹‹‹‹‹‹‹‹‹‹‹‹‹‹‹‹‹‹‹‹‹‹‹‹‹‹‹‹‹‹‹‹‹‹‹‹‹‹‹‹‹ (157, 163, 1306, 173)
coordinate-tick-label: 66,687,220 (558, 35, 619, 49)
aligned-base: A (705, 1144, 714, 1158)
gtex-tissue-bar[interactable] (163, 890, 169, 938)
aligned-base: G (921, 1099, 931, 1113)
aligned-base: G (163, 1114, 173, 1128)
aligned-base: G (271, 1099, 281, 1113)
gtex-tissue-bar[interactable] (293, 893, 299, 938)
species-label[interactable]: X_tropicalis (90, 1174, 153, 1188)
gencode-item-label[interactable]: PC (136, 545, 153, 559)
aligned-base: C (524, 1099, 534, 1113)
gtex-tissue-bar[interactable] (221, 890, 227, 938)
aligned-base: T (561, 1099, 569, 1113)
aligned-base: C (813, 1114, 823, 1128)
gencode-item-label[interactable]: PC (136, 513, 153, 527)
aligned-base: T (308, 1114, 317, 1128)
gencode-item-label[interactable]: PC (136, 113, 153, 127)
gtex-tissue-bar[interactable] (156, 888, 162, 938)
gencode-transcript[interactable]: ‹‹‹‹‹‹‹‹‹‹‹‹‹‹‹‹‹‹‹‹‹‹‹‹‹‹‹‹‹‹‹‹‹‹‹‹‹‹‹‹‹‹‹‹‹‹‹‹‹‹‹‹‹‹‹‹‹‹‹‹‹‹‹‹‹‹‹‹‹‹‹‹‹‹‹‹‹‹‹‹‹‹‹‹‹‹‹‹‹‹‹‹‹‹‹‹‹‹‹‹‹‹‹‹‹‹‹‹‹‹‹‹‹‹‹‹‹‹‹‹‹‹‹‹‹‹‹‹‹‹‹‹‹‹‹‹‹‹‹‹‹‹‹‹‹‹‹‹‹‹‹‹‹‹‹‹‹‹‹‹‹‹‹‹‹‹‹‹‹‹‹‹‹‹‹‹‹‹‹‹‹‹‹‹‹‹‹‹‹‹‹‹‹‹‹‹‹‹‹‹‹‹‹‹‹‹‹‹‹‹‹‹‹‹‹‹‹‹‹‹‹‹‹‹‹‹‹‹‹‹‹‹‹‹‹‹‹‹‹‹‹‹‹‹‹‹‹‹‹‹‹‹‹‹‹‹‹‹‹‹ (157, 131, 1306, 141)
gtex-tissue-bar[interactable] (192, 909, 198, 938)
gtex-tissue-bar[interactable] (206, 898, 212, 938)
aligned-base: A (200, 1084, 209, 1098)
gencode-item-label[interactable]: PC (136, 385, 153, 399)
gencode-item-label[interactable]: PC (136, 433, 153, 447)
aligned-base: T (308, 1084, 317, 1098)
gencode-item-label[interactable]: PC (136, 353, 153, 367)
gencode-transcript[interactable]: ‹‹‹‹‹‹‹‹‹‹‹‹‹‹‹‹‹‹‹‹‹‹‹‹‹‹‹‹‹‹‹‹‹‹‹‹‹‹‹‹‹‹‹‹‹‹‹‹‹‹‹‹‹‹‹‹‹‹‹‹‹‹‹‹‹‹‹‹‹‹‹‹‹‹‹‹‹‹‹‹‹‹‹‹‹‹‹‹‹‹‹‹‹‹‹‹‹‹‹‹‹‹‹‹‹‹‹‹‹‹‹‹‹‹‹‹‹‹‹‹‹‹‹‹‹‹‹‹‹‹‹‹‹‹‹‹‹‹‹‹‹‹‹‹‹‹‹‹‹‹‹‹‹‹‹‹‹‹‹‹‹‹‹‹‹‹‹‹‹‹‹‹‹‹‹‹‹‹‹‹‹‹‹‹‹‹‹‹‹‹‹‹‹‹‹‹‹‹‹‹‹‹‹‹‹‹‹‹‹‹‹‹‹‹‹‹‹‹‹‹‹‹‹‹‹‹‹‹‹‹‹‹‹‹‹‹‹‹‹‹‹‹‹‹‹‹‹‹‹‹‹‹‹‹‹‹‹‹‹‹ (157, 147, 1306, 157)
aligned-base: T (525, 1144, 533, 1158)
base-letter: A (705, 50, 714, 64)
aligned-base: C (344, 1099, 353, 1113)
repeatmasker-track-title: Repeating Elements by RepeatMasker (450, 1205, 656, 1219)
gencode-item-label[interactable]: PC (136, 625, 153, 639)
gtex-tissue-bar[interactable] (257, 890, 263, 938)
phylop-base-glyph (659, 1023, 689, 1024)
gtex-baseline (156, 937, 950, 939)
base-letter: C (524, 50, 534, 64)
gencode-transcript[interactable]: ‹‹‹‹‹‹‹‹‹‹‹‹‹‹‹‹‹‹‹‹‹‹‹‹‹‹‹‹‹‹‹‹‹‹‹‹‹‹‹‹‹‹‹‹‹‹‹‹‹‹‹‹‹‹‹‹‹‹‹‹‹‹‹‹‹‹‹‹‹‹‹‹‹‹‹‹‹‹‹‹‹‹‹‹‹‹‹‹‹‹‹‹‹‹‹‹‹‹‹‹‹‹‹‹‹‹‹‹‹‹‹‹‹‹‹‹‹‹‹‹‹‹‹‹‹‹‹‹‹‹‹‹‹‹‹‹‹‹‹‹‹‹‹‹‹‹‹‹‹‹‹‹‹‹‹‹‹‹‹‹‹‹‹‹‹‹‹‹‹‹‹‹‹‹‹‹‹‹‹‹‹‹‹‹‹‹‹‹‹‹‹‹‹‹‹‹‹‹‹‹‹‹‹‹‹‹‹‹‹‹‹‹‹‹‹‹‹‹‹‹‹‹‹‹‹‹‹‹‹‹‹‹‹‹‹‹‹‹‹‹‹‹‹‹‹‹‹‹‹‹‹‹‹‹‹‹‹‹‹‹ (157, 387, 1306, 397)
refseq-label[interactable]: RefSeq Curated (66, 736, 153, 750)
publications-line[interactable] (157, 773, 949, 774)
gtex-label[interactable]: PC (136, 903, 153, 917)
gencode-item-label[interactable]: PC (136, 273, 153, 287)
gencode-transcript[interactable]: ‹‹‹‹‹‹‹‹‹‹‹‹‹‹‹‹‹‹‹‹‹‹‹‹‹‹‹‹‹‹‹‹‹‹‹‹‹‹‹‹‹‹‹‹‹‹‹‹‹‹‹‹‹‹‹‹‹‹‹‹‹‹‹‹‹‹‹‹‹‹‹‹‹‹‹‹‹‹‹‹‹‹‹‹‹‹‹‹‹‹‹‹‹‹‹‹‹‹‹‹‹‹‹‹‹‹‹‹‹‹‹‹‹‹‹‹‹‹‹‹‹‹‹‹‹‹‹‹‹‹‹‹‹‹‹‹‹‹‹‹‹‹‹‹‹‹‹‹‹‹‹‹‹‹‹‹‹‹‹‹‹‹‹‹‹‹‹‹‹‹‹‹‹‹‹‹‹‹‹‹‹‹‹‹‹‹‹‹‹‹‹‹‹‹‹‹‹‹‹‹‹‹‹‹‹‹‹‹‹‹‹‹‹‹‹‹‹‹‹‹‹‹‹‹‹‹‹‹‹‹‹‹‹‹‹‹‹‹‹‹‹‹‹‹‹‹‹‹‹‹‹‹‹‹‹‹‹‹‹‹ (157, 611, 1306, 621)
coordinate-tick-label: 66,687,215 (377, 35, 438, 49)
gencode-transcript[interactable]: ‹‹‹‹‹‹‹‹‹‹‹‹‹‹‹‹‹‹‹‹‹‹‹‹‹‹‹‹‹‹‹‹‹‹‹‹‹‹‹‹‹‹‹‹‹‹‹‹‹‹‹‹‹‹‹‹‹‹‹‹‹‹‹‹‹‹‹‹‹‹‹‹‹‹‹‹‹‹‹‹‹‹‹‹‹‹‹‹‹‹‹‹‹‹‹‹‹‹‹‹‹‹‹‹‹‹‹‹‹‹‹‹‹‹‹‹‹‹‹‹‹‹‹‹‹‹‹‹‹‹‹‹‹‹‹‹‹‹‹‹‹‹‹‹‹‹‹‹‹‹‹‹‹‹‹‹‹‹‹‹‹‹‹‹‹‹‹‹‹‹‹‹‹‹‹‹‹‹‹‹‹‹‹‹‹‹‹‹‹‹‹‹‹‹‹‹‹‹‹‹‹‹‹‹‹‹‹‹‹‹‹‹‹‹‹‹‹‹‹‹‹‹‹‹‹‹‹‹‹‹‹‹‹‹‹‹‹‹‹‹‹‹‹‹‹‹‹‹‹‹‹‹‹‹‹‹‹‹‹‹ (157, 435, 1306, 445)
gtex-tissue-bar[interactable] (235, 888, 241, 938)
gtex-tissue-bar[interactable] (322, 913, 328, 938)
gtex-tissue-bar[interactable] (480, 907, 486, 938)
base-letter: A (452, 50, 461, 64)
gencode-item-label[interactable]: PC (136, 241, 153, 255)
phylop-base-glyph: A (199, 1007, 211, 1024)
gencode-item-label[interactable]: PC (136, 257, 153, 271)
gencode-transcript[interactable]: ‹‹‹‹‹‹‹‹‹‹‹‹‹‹‹‹‹‹‹‹‹‹‹‹‹‹‹‹‹‹‹‹‹‹‹‹‹‹‹‹‹‹‹‹‹‹‹‹‹‹‹‹‹‹‹‹‹‹‹‹‹‹‹‹‹‹‹‹‹‹‹‹‹‹‹‹‹‹‹‹‹‹‹‹‹‹‹‹‹‹‹‹‹‹‹‹‹‹‹‹‹‹‹‹‹‹‹‹‹‹‹‹‹‹‹‹‹‹‹‹‹‹‹‹‹‹‹‹‹‹‹‹‹‹‹‹‹‹‹‹‹‹‹‹‹‹‹‹‹‹‹‹‹‹‹‹‹‹‹‹‹‹‹‹‹‹‹‹‹‹‹‹‹‹‹‹‹‹‹‹‹‹‹‹‹‹‹‹‹‹‹‹‹‹‹‹‹‹‹‹‹‹‹‹‹‹‹‹‹‹‹‹‹‹‹‹‹‹‹‹‹‹‹‹‹‹‹‹‹‹‹‹‹‹‹‹‹‹‹‹‹‹‹‹‹‹‹‹‹‹‹‹‹‹‹‹‹‹‹‹ (157, 371, 1306, 381)
phylop-base-glyph: A (524, 1018, 536, 1027)
refseq-gene-line[interactable] (157, 742, 949, 743)
base-letter: G (885, 50, 895, 64)
gencode-item-label[interactable]: PC (136, 609, 153, 623)
alignment-gap-marker (226, 1145, 228, 1157)
strand-arrow: ---> (134, 51, 153, 65)
gencode-item-label[interactable]: PC (136, 337, 153, 351)
aligned-base: G (885, 1144, 895, 1158)
aligned-base: A (380, 1099, 389, 1113)
gencode-item-label[interactable]: PC (136, 577, 153, 591)
sequences-label[interactable]: Sequences (92, 767, 153, 781)
aligned-base: G (163, 1129, 173, 1143)
gencode-item-label[interactable]: PC (136, 673, 153, 687)
gtex-bar-chart[interactable] (156, 876, 950, 938)
aligned-base: T (308, 1099, 317, 1113)
gencode-transcript[interactable]: ‹‹‹‹‹‹‹‹‹‹‹‹‹‹‹‹‹‹‹‹‹‹‹‹‹‹‹‹‹‹‹‹‹‹‹‹‹‹‹‹‹‹‹‹‹‹‹‹‹‹‹‹‹‹‹‹‹‹‹‹‹‹‹‹‹‹‹‹‹‹‹‹‹‹‹‹‹‹‹‹‹‹‹‹‹‹‹‹‹‹‹‹‹‹‹‹‹‹‹‹‹‹‹‹‹‹‹‹‹‹‹‹‹‹‹‹‹‹‹‹‹‹‹‹‹‹‹‹‹‹‹‹‹‹‹‹‹‹‹‹‹‹‹‹‹‹‹‹‹‹‹‹‹‹‹‹‹‹‹‹‹‹‹‹‹‹‹‹‹‹‹‹‹‹‹‹‹‹‹‹‹‹‹‹‹‹‹‹‹‹‹‹‹‹‹‹‹‹‹‹‹‹‹‹‹‹‹‹‹‹‹‹‹‹‹‹‹‹‹‹‹‹‹‹‹‹‹‹‹‹‹‹‹‹‹‹‹‹‹‹‹‹‹‹‹‹‹‹‹‹‹‹‹‹‹‹‹‹‹‹ (157, 83, 1306, 93)
gencode-item-label[interactable]: PC (136, 657, 153, 671)
aligned-base: G (163, 1084, 173, 1098)
aligned-base: A (488, 1099, 497, 1113)
aligned-base: G (416, 1129, 426, 1143)
species-label[interactable]: Mouse (116, 1114, 153, 1128)
gencode-item-label[interactable]: PC (136, 193, 153, 207)
aligned-base: T (741, 1144, 750, 1158)
phylop-base-glyph (371, 1023, 401, 1024)
gtex-tissue-bar[interactable] (271, 898, 277, 938)
gencode-item-label[interactable]: PC (136, 481, 153, 495)
aligned-base: T (814, 1084, 822, 1098)
gencode-transcript[interactable]: ‹‹‹‹‹‹‹‹‹‹‹‹‹‹‹‹‹‹‹‹‹‹‹‹‹‹‹‹‹‹‹‹‹‹‹‹‹‹‹‹‹‹‹‹‹‹‹‹‹‹‹‹‹‹‹‹‹‹‹‹‹‹‹‹‹‹‹‹‹‹‹‹‹‹‹‹‹‹‹‹‹‹‹‹‹‹‹‹‹‹‹‹‹‹‹‹‹‹‹‹‹‹‹‹‹‹‹‹‹‹‹‹‹‹‹‹‹‹‹‹‹‹‹‹‹‹‹‹‹‹‹‹‹‹‹‹‹‹‹‹‹‹‹‹‹‹‹‹‹‹‹‹‹‹‹‹‹‹‹‹‹‹‹‹‹‹‹‹‹‹‹‹‹‹‹‹‹‹‹‹‹‹‹‹‹‹‹‹‹‹‹‹‹‹‹‹‹‹‹‹‹‹‹‹‹‹‹‹‹‹‹‹‹‹‹‹‹‹‹‹‹‹‹‹‹‹‹‹‹‹‹‹‹‹‹‹‹‹‹‹‹‹‹‹‹‹‹‹‹‹‹‹‹‹‹‹‹‹‹‹ (157, 355, 1306, 365)
gtex-tissue-bar[interactable] (314, 905, 320, 938)
aligned-base: G (343, 1114, 354, 1128)
gencode-item-label[interactable]: PC (136, 145, 153, 159)
aligned-base: A (236, 1084, 245, 1098)
aligned-base: T (814, 1129, 822, 1143)
gtex-tissue-bar[interactable] (358, 917, 364, 938)
aligned-base: A (597, 1129, 606, 1143)
aligned-base: C (344, 1084, 353, 1098)
aligned-base: C (777, 1129, 787, 1143)
gtex-tissue-bar[interactable] (264, 898, 270, 938)
aligned-base: A (922, 1144, 931, 1158)
aligned-base: A (849, 1129, 858, 1143)
gencode-transcript[interactable]: ‹‹‹‹‹‹‹‹‹‹‹‹‹‹‹‹‹‹‹‹‹‹‹‹‹‹‹‹‹‹‹‹‹‹‹‹‹‹‹‹‹‹‹‹‹‹‹‹‹‹‹‹‹‹‹‹‹‹‹‹‹‹‹‹‹‹‹‹‹‹‹‹‹‹‹‹‹‹‹‹‹‹‹‹‹‹‹‹‹‹‹‹‹‹‹‹‹‹‹‹‹‹‹‹‹‹‹‹‹‹‹‹‹‹‹‹‹‹‹‹‹‹‹‹‹‹‹‹‹‹‹‹‹‹‹‹‹‹‹‹‹‹‹‹‹‹‹‹‹‹‹‹‹‹‹‹‹‹‹‹‹‹‹‹‹‹‹‹‹‹‹‹‹‹‹‹‹‹‹‹‹‹‹‹‹‹‹‹‹‹‹‹‹‹‹‹‹‹‹‹‹‹‹‹‹‹‹‹‹‹‹‹‹‹‹‹‹‹‹‹‹‹‹‹‹‹‹‹‹‹‹‹‹‹‹‹‹‹‹‹‹‹‹‹‹‹‹‹‹‹‹‹‹‹‹‹‹‹‹‹ (157, 595, 1306, 605)
phylop-logo[interactable] (156, 1004, 950, 1044)
